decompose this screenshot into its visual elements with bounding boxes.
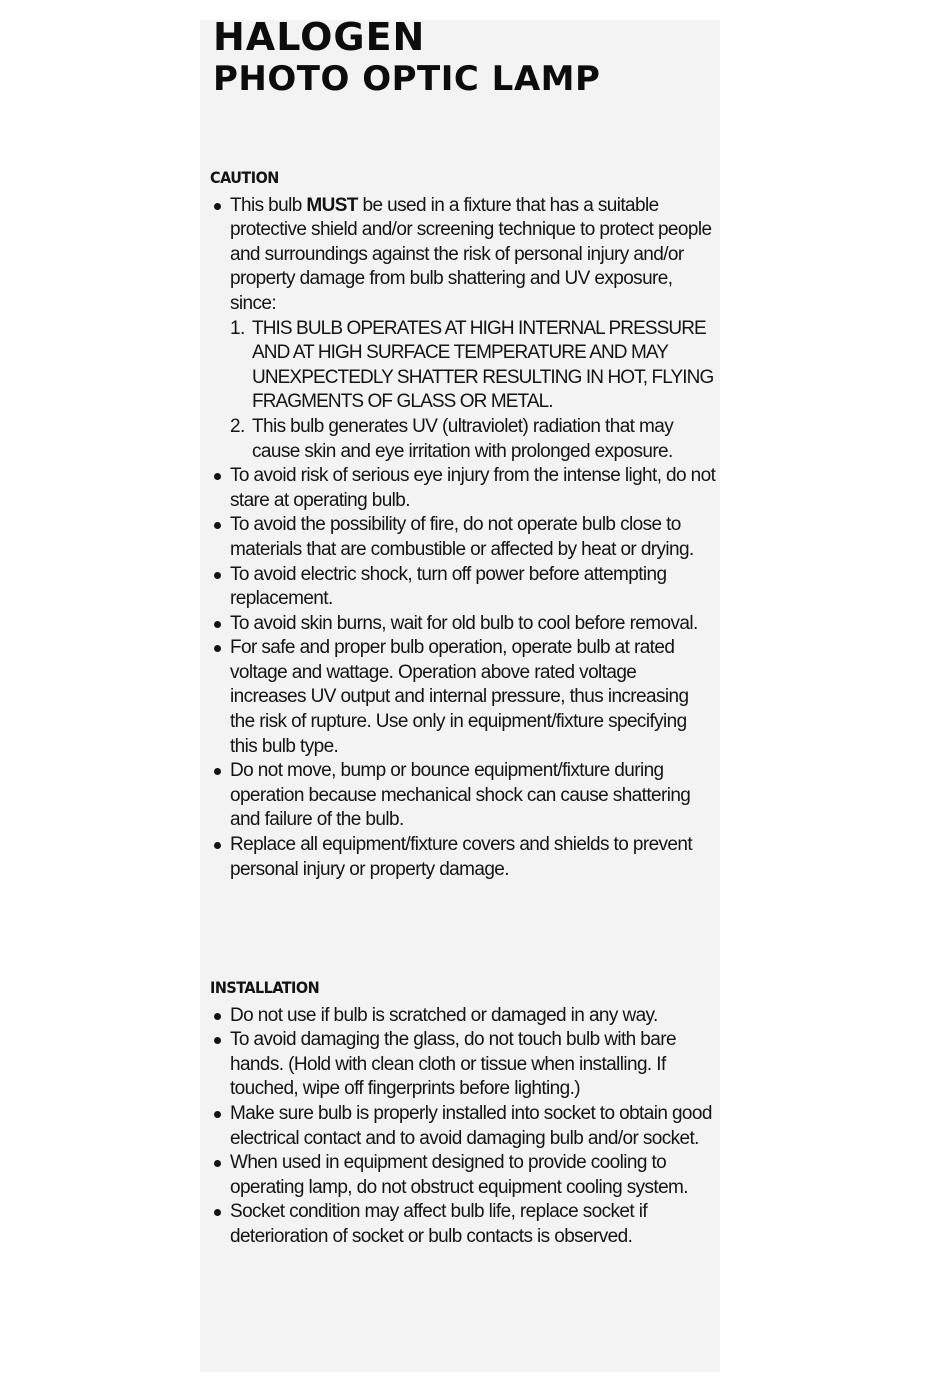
caution-reason-2	[230, 415, 716, 464]
caution-bullet: For safe and proper bulb operation, operate bulb at rated voltage and wattage. Operation above rated voltage increases UV output and internal pressure, thus increasing the risk of rupture. Use only in equipment/fixture specifying this bulb type.	[208, 636, 716, 759]
reason-text: This bulb generates UV (ultraviolet) radiation that may cause skin and eye irritation with prolonged exposure.	[252, 415, 674, 462]
caution-reason-1	[230, 317, 716, 415]
title-line-1: HALOGEN	[213, 15, 426, 59]
installation-heading: INSTALLATION	[210, 978, 320, 997]
caution-bullet: Replace all equipment/fixture covers and shields to prevent personal injury or property damage.	[208, 833, 716, 882]
caution-reasons	[230, 317, 716, 465]
reason-number: 1.	[230, 317, 245, 339]
installation-section	[208, 976, 716, 1250]
reason-text: THIS BULB OPERATES AT HIGH INTERNAL PRESSURE AND AT HIGH SURFACE TEMPERATURE AND MAY UNEXPECTEDLY SHATTER RESULTING IN HOT, FLYING FRAGMENTS OF GLASS OR METAL.	[252, 317, 714, 413]
caution-bullet: Do not move, bump or bounce equipment/fixture during operation because mechanical shock can cause shattering and failure of the bulb.	[208, 759, 716, 833]
caution-bullet: To avoid electric shock, turn off power before attempting replacement.	[208, 563, 716, 612]
installation-list	[208, 1004, 716, 1250]
title-line-2: PHOTO OPTIC LAMP	[213, 59, 601, 99]
caution-list	[208, 194, 716, 883]
caution-emphasis-must: MUST	[306, 194, 358, 216]
caution-bullet: To avoid risk of serious eye injury from the intense light, do not stare at operating bulb.	[208, 464, 716, 513]
installation-bullet: Make sure bulb is properly installed into socket to obtain good electrical contact and to avoid damaging bulb and/or socket.	[208, 1102, 716, 1151]
reason-number: 2.	[230, 415, 245, 437]
caution-bullet: To avoid the possibility of fire, do not operate bulb close to materials that are combustible or affected by heat or drying.	[208, 513, 716, 562]
installation-bullet: When used in equipment designed to provide cooling to operating lamp, do not obstruct equipment cooling system.	[208, 1151, 716, 1200]
caution-heading: CAUTION	[210, 168, 279, 187]
installation-bullet: Do not use if bulb is scratched or damaged in any way.	[208, 1004, 716, 1029]
caution-bullet-1-text-b: be used in a fixture that has a suitable protective shield and/or screening technique to protect people and surroundings against the risk of personal injury and/or property damage from bulb shattering and UV exposure, since:	[230, 194, 712, 314]
caution-section	[208, 166, 716, 882]
installation-bullet: Socket condition may affect bulb life, replace socket if deterioration of socket or bulb contacts is observed.	[208, 1200, 716, 1249]
installation-bullet: To avoid damaging the glass, do not touch bulb with bare hands. (Hold with clean cloth or tissue when installing. If touched, wipe off fingerprints before lighting.)	[208, 1028, 716, 1102]
document-title	[213, 15, 601, 99]
caution-bullet-1-text-a: This bulb	[230, 194, 307, 216]
caution-bullet-1	[208, 194, 716, 465]
caution-bullet: To avoid skin burns, wait for old bulb to cool before removal.	[208, 612, 716, 637]
